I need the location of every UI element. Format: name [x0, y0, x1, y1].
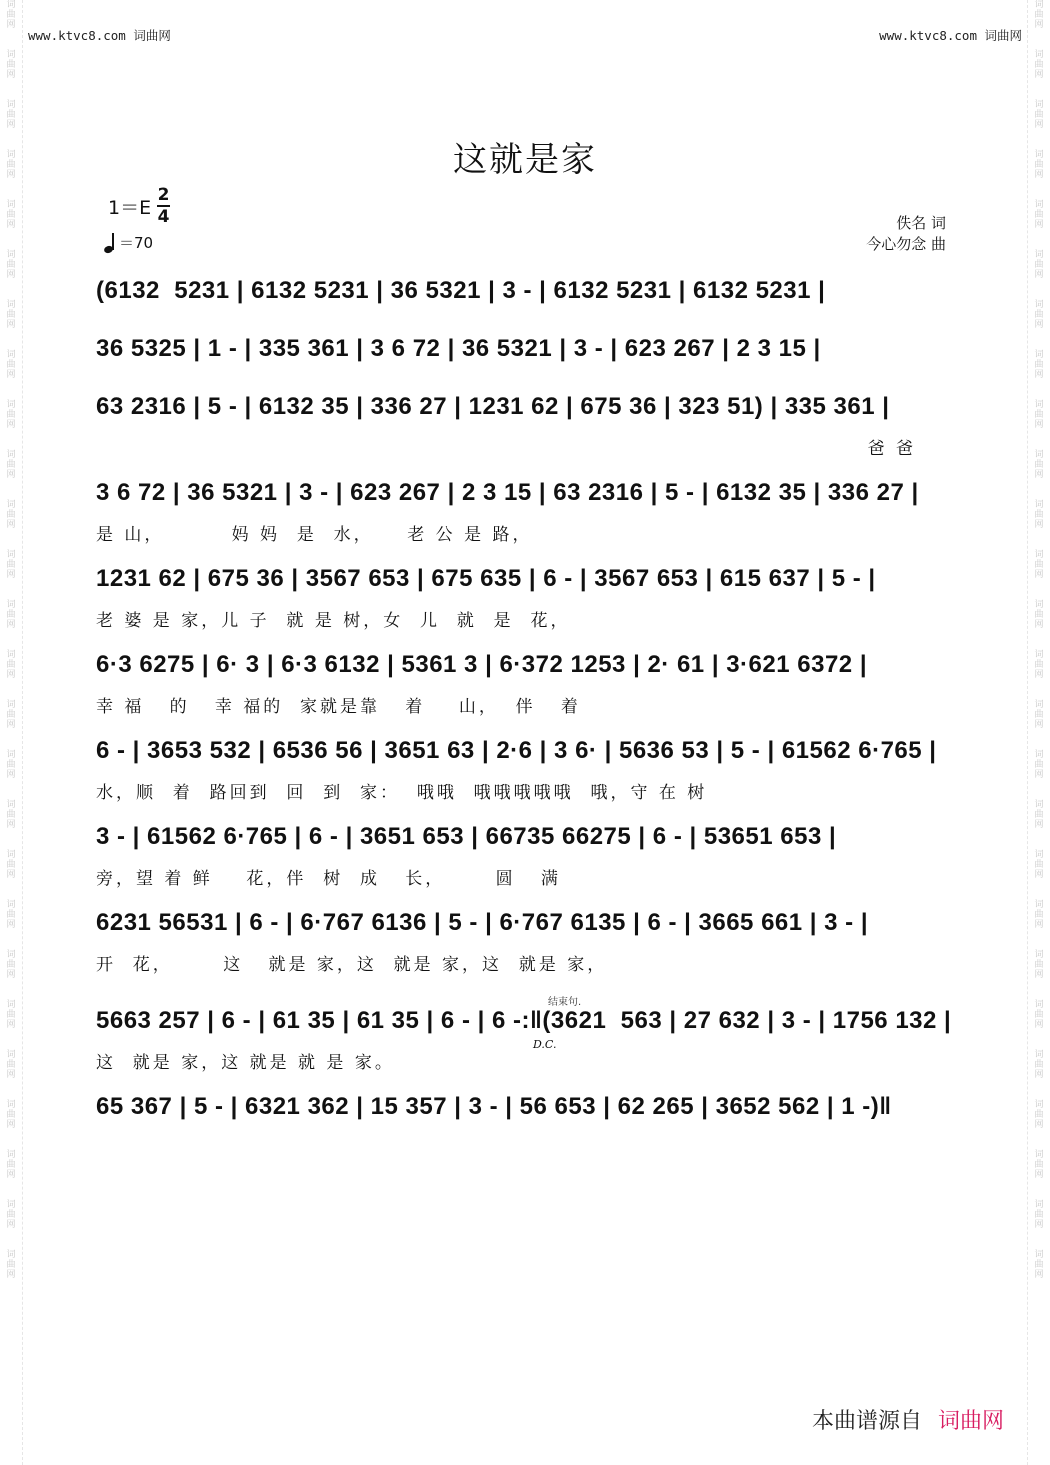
side-watermark-left: 词 曲 网 词 曲 网 词 曲 网 词 曲 网 词 曲 网 词 曲 网 词 曲 网 词 曲 网 词 曲 网 词 曲 网 词 曲 网 词 曲 网 词 曲 网 词 曲 网 词 曲 网 词 曲 网 词 曲 网 词 曲 网 词 曲 网 词 曲 网 词 曲 网 词 曲 网 词 曲 网 词 曲 网 词 曲 网 词 曲 网	[0, 0, 23, 1465]
ending-label: 结束句.	[548, 997, 582, 1008]
key-label: 1＝E	[108, 196, 152, 219]
score-row: (6132 5231 | 6132 5231 | 36 5321 | 3 - | 6132 5231 | 6132 5231 |	[96, 277, 826, 304]
lyric-line: 开 花， 这 就是 家，这 就是 家，这 就是 家，	[96, 955, 608, 975]
score-row: 5663 257 | 6 - | 61 35 | 61 35 | 6 - | 6 -:‖(3621 563 | 27 632 | 3 - | 1756 132 |	[96, 1007, 952, 1034]
song-title: 这就是家	[453, 140, 597, 180]
score-row: 63 2316 | 5 - | 6132 35 | 336 27 | 1231 62 | 675 36 | 323 51) | 335 361 |	[96, 393, 890, 420]
source-credit	[812, 1404, 1004, 1435]
dc-marking: D.C.	[533, 1038, 557, 1051]
lyric-line: 水，顺 着 路回到 回 到 家： 哦哦 哦哦哦哦哦 哦，守 在 树	[96, 783, 708, 803]
composer-credit: 今心勿念 曲	[866, 235, 946, 253]
time-bottom: 4	[157, 207, 170, 227]
lyric-line: 旁，望 着 鲜 花，伴 树 成 长， 圆 满	[96, 869, 561, 889]
score-row: 3 6 72 | 36 5321 | 3 - | 623 267 | 2 3 15 | 63 2316 | 5 - | 6132 35 | 336 27 |	[96, 479, 919, 506]
quarter-note-icon	[104, 233, 116, 253]
tempo-value: ＝70	[119, 234, 154, 252]
lyricist-credit: 佚名 词	[896, 214, 946, 232]
site-watermark-right: www.ktvc8.com 词曲网	[879, 28, 1022, 43]
side-watermark-right: 词 曲 网 词 曲 网 词 曲 网 词 曲 网 词 曲 网 词 曲 网 词 曲 网 词 曲 网 词 曲 网 词 曲 网 词 曲 网 词 曲 网 词 曲 网 词 曲 网 词 曲 网 词 曲 网 词 曲 网 词 曲 网 词 曲 网 词 曲 网 词 曲 网 词 曲 网 词 曲 网 词 曲 网 词 曲 网 词 曲 网	[1027, 0, 1050, 1465]
lyric-line: 是 山， 妈 妈 是 水， 老 公 是 路，	[96, 525, 533, 545]
lyric-line: 这 就是 家，这 就是 就 是 家。	[96, 1053, 395, 1073]
score-row: 1231 62 | 675 36 | 3567 653 | 675 635 | 6 - | 3567 653 | 615 637 | 5 - |	[96, 565, 876, 592]
key-signature	[108, 186, 170, 226]
time-top: 2	[157, 185, 170, 205]
score-row: 6 - | 3653 532 | 6536 56 | 3651 63 | 2·6 | 3 6· | 5636 53 | 5 - | 61562 6·765 |	[96, 737, 937, 764]
score-row: 6231 56531 | 6 - | 6·767 6136 | 5 - | 6·767 6135 | 6 - | 3665 661 | 3 - |	[96, 909, 869, 936]
score-row: 36 5325 | 1 - | 335 361 | 3 6 72 | 36 5321 | 3 - | 623 267 | 2 3 15 |	[96, 335, 821, 362]
lyric-line: 幸 福 的 幸 福的 家就是靠 着 山， 伴 着	[96, 697, 581, 717]
lyric-line: 老 婆 是 家，儿 子 就 是 树，女 儿 就 是 花，	[96, 611, 571, 631]
score-row: 6·3 6275 | 6· 3 | 6·3 6132 | 5361 3 | 6·372 1253 | 2· 61 | 3·621 6372 |	[96, 651, 868, 678]
time-signature	[157, 186, 170, 226]
score-row: 3 - | 61562 6·765 | 6 - | 3651 653 | 66735 66275 | 6 - | 53651 653 |	[96, 823, 837, 850]
source-site-link[interactable]: 词曲网	[937, 1409, 1004, 1434]
source-label: 本曲谱源自	[811, 1409, 922, 1434]
tempo-marking	[104, 232, 153, 253]
site-watermark-left: www.ktvc8.com 词曲网	[28, 28, 171, 43]
lyric-line: 爸 爸	[867, 439, 916, 459]
score-row: 65 367 | 5 - | 6321 362 | 15 357 | 3 - | 56 653 | 62 265 | 3652 562 | 1 -)‖	[96, 1093, 892, 1120]
